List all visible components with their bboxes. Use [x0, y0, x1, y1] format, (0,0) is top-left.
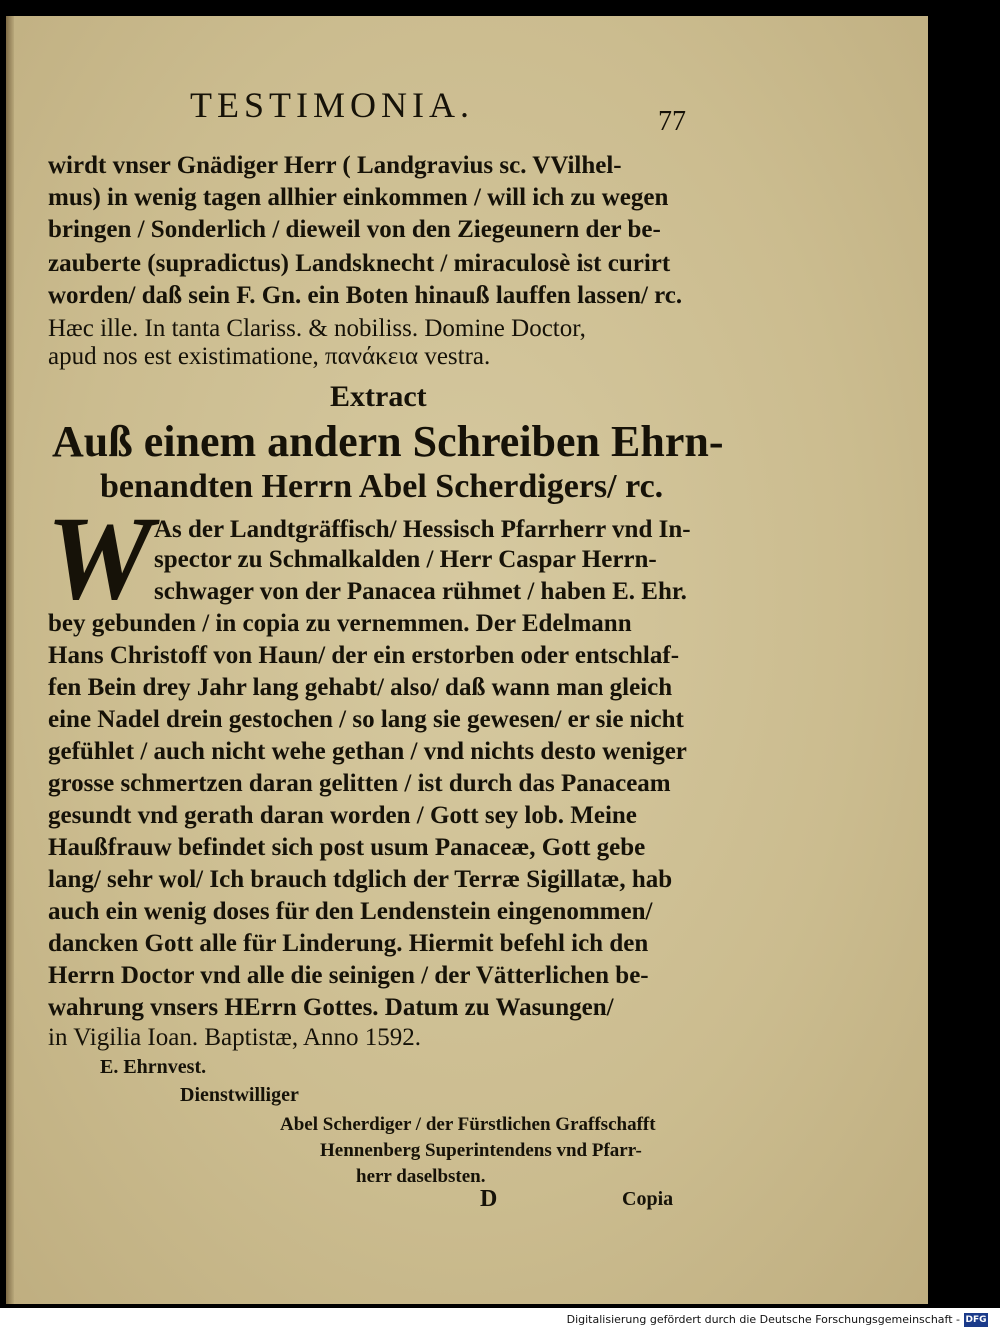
- signature-line: herr daselbsten.: [356, 1166, 486, 1187]
- text-line: Herrn Doctor vnd alle die seinigen / der Vätterlichen be-: [48, 962, 649, 989]
- signature-mark: D: [480, 1186, 498, 1212]
- text-line: bringen / Sonderlich / dieweil von den Ziegeunern der be-: [48, 216, 661, 243]
- text-line: eine Nadel drein gestochen / so lang sie gewesen/ er sie nicht: [48, 706, 684, 733]
- text-line: auch ein wenig doses für den Lendenstein eingenommen/: [48, 898, 653, 925]
- heading-line2: benandten Herrn Abel Scherdigers/ rc.: [100, 468, 664, 505]
- text-line: wirdt vnser Gnädiger Herr ( Landgravius sc. VVilhel-: [48, 152, 622, 179]
- text-line: mus) in wenig tagen allhier einkommen / will ich zu wegen: [48, 184, 669, 211]
- page-number: 77: [658, 106, 686, 137]
- text-line: schwager von der Panacea rühmet / haben E. Ehr.: [154, 578, 687, 605]
- text-line: Hans Christoff von Haun/ der ein erstorben oder entschlaf-: [48, 642, 680, 669]
- heading-small: Extract: [330, 380, 427, 413]
- text-line: worden/ daß sein F. Gn. ein Boten hinauß lauffen lassen/ rc.: [48, 282, 683, 309]
- text-line: grosse schmertzen daran gelitten / ist durch das Panaceam: [48, 770, 671, 797]
- signature-line: Abel Scherdiger / der Fürstlichen Graffschafft: [280, 1114, 656, 1135]
- signature-line: Hennenberg Superintendens vnd Pfarr-: [320, 1140, 642, 1161]
- text-line: gesundt vnd gerath daran worden / Gott sey lob. Meine: [48, 802, 637, 829]
- text-line: As der Landtgräffisch/ Hessisch Pfarrherr vnd In-: [154, 516, 691, 543]
- text-line: apud nos est existimatione, πανάκεια vestra.: [48, 343, 491, 370]
- salutation: E. Ehrnvest.: [100, 1056, 207, 1078]
- footer-bar: [0, 1308, 1000, 1333]
- closing-willing: Dienstwilliger: [180, 1084, 299, 1106]
- text-line: dancken Gott alle für Linderung. Hiermit befehl ich den: [48, 930, 649, 957]
- text-line: zauberte (supradictus) Landsknecht / miraculosè ist curirt: [48, 250, 671, 277]
- text-line: bey gebunden / in copia zu vernemmen. Der Edelmann: [48, 610, 632, 637]
- page-edge: [6, 16, 14, 1304]
- text-line: Hæc ille. In tanta Clariss. & nobiliss. Domine Doctor,: [48, 315, 586, 342]
- text-line: wahrung vnsers HErrn Gottes. Datum zu Wasungen/: [48, 994, 614, 1021]
- text-line: lang/ sehr wol/ Ich brauch tdglich der Terræ Sigillatæ, hab: [48, 866, 673, 893]
- dfg-logo-icon: DFG: [965, 1315, 987, 1325]
- dropcap-initial: W: [46, 491, 153, 624]
- text-line: fen Bein drey Jahr lang gehabt/ also/ daß wann man gleich: [48, 674, 673, 701]
- running-header: TESTIMONIA.: [190, 85, 474, 125]
- footer-credit: Digitalisierung gefördert durch die Deutsche Forschungsgemeinschaft -: [566, 1313, 960, 1326]
- heading-line1: Auß einem andern Schreiben Ehrn-: [52, 417, 724, 466]
- catchword: Copia: [622, 1188, 674, 1210]
- text-line: in Vigilia Ioan. Baptistæ, Anno 1592.: [48, 1024, 422, 1051]
- text-line: Haußfrauw befindet sich post usum Panaceæ, Gott gebe: [48, 834, 646, 861]
- text-line: spector zu Schmalkalden / Herr Caspar Herrn-: [154, 546, 657, 573]
- text-line: gefühlet / auch nicht wehe gethan / vnd nichts desto weniger: [48, 738, 687, 765]
